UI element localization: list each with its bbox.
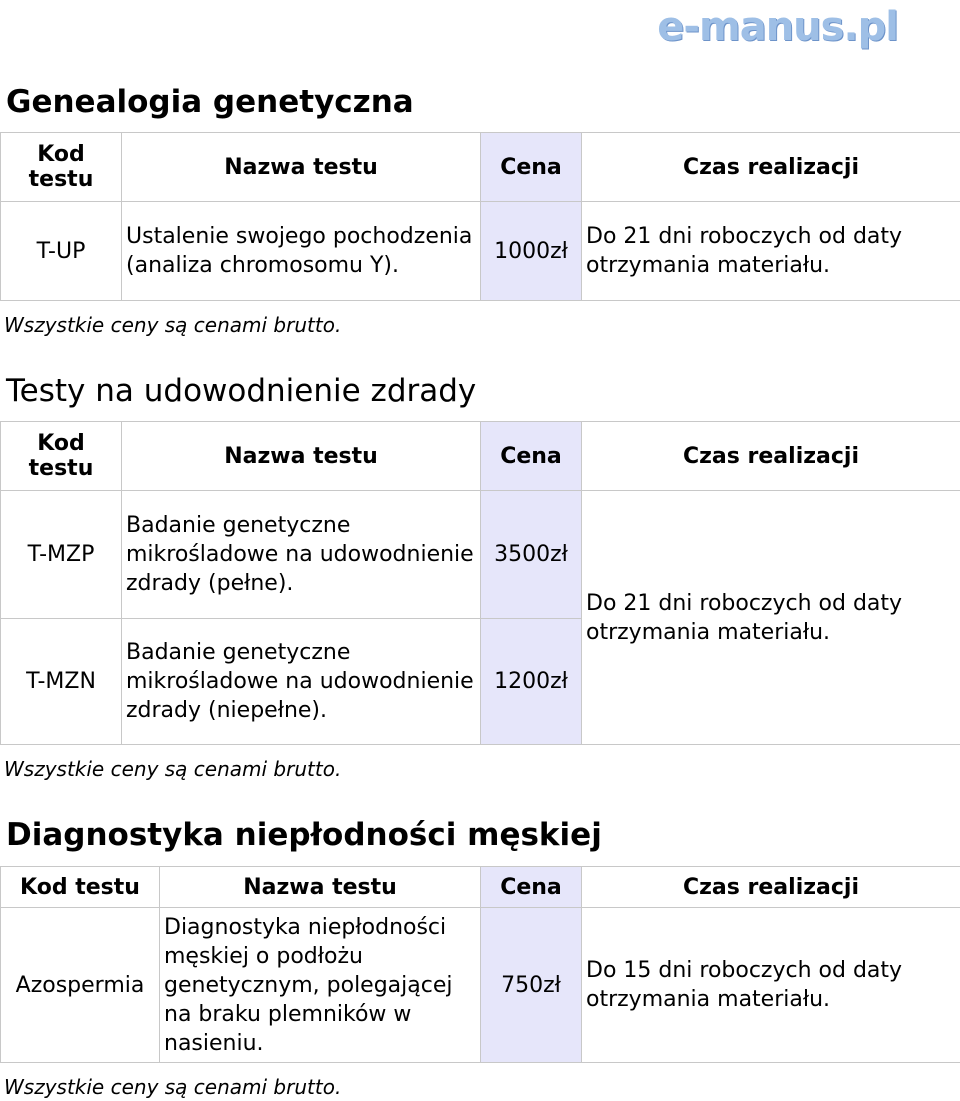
column-header-czas: Czas realizacji [582,867,960,908]
price-note: Wszystkie ceny są cenami brutto. [4,313,342,337]
test-price: 3500zł [481,491,582,619]
test-duration: Do 21 dni roboczych od daty otrzymania materiału. [582,491,960,745]
section-title-genealogia: Genealogia genetyczna [6,84,414,120]
column-header-cena: Cena [481,133,582,202]
test-price: 750zł [481,908,582,1063]
test-duration: Do 15 dni roboczych od daty otrzymania materiału. [582,908,960,1063]
section-title-zdrada: Testy na udowodnienie zdrady [6,373,477,409]
price-table-genealogia [0,132,960,301]
column-header-nazwa: Nazwa testu [160,867,481,908]
price-table-nieplodnosc [0,866,960,1063]
test-duration: Do 21 dni roboczych od daty otrzymania materiału. [582,202,960,301]
column-header-nazwa: Nazwa testu [122,133,481,202]
test-name: Badanie genetyczne mikrośladowe na udowodnienie zdrady (niepełne). [122,619,481,745]
column-header-nazwa: Nazwa testu [122,422,481,491]
test-price: 1200zł [481,619,582,745]
table-row [1,202,960,301]
test-name: Ustalenie swojego pochodzenia (analiza chromosomu Y). [122,202,481,301]
test-code: T-MZP [1,491,122,619]
table-row [1,908,960,1063]
site-logo[interactable]: e-manus.pl [657,4,898,50]
test-name: Diagnostyka niepłodności męskiej o podłożu genetycznym, polegającej na braku plemników w nasieniu. [160,908,481,1063]
column-header-cena: Cena [481,867,582,908]
column-header-czas: Czas realizacji [582,422,960,491]
price-table-zdrada [0,421,960,745]
test-code: T-MZN [1,619,122,745]
column-header-kod: Kod testu [1,422,122,491]
column-header-kod: Kod testu [1,133,122,202]
table-header-row [1,867,960,908]
column-header-czas: Czas realizacji [582,133,960,202]
column-header-cena: Cena [481,422,582,491]
price-note: Wszystkie ceny są cenami brutto. [4,757,342,781]
column-header-kod: Kod testu [1,867,160,908]
table-row [1,491,960,619]
table-header-row [1,133,960,202]
table-header-row [1,422,960,491]
test-code: Azospermia [1,908,160,1063]
test-name: Badanie genetyczne mikrośladowe na udowodnienie zdrady (pełne). [122,491,481,619]
section-title-nieplodnosc: Diagnostyka niepłodności męskiej [6,817,602,853]
test-price: 1000zł [481,202,582,301]
price-note: Wszystkie ceny są cenami brutto. [4,1075,342,1099]
test-code: T-UP [1,202,122,301]
